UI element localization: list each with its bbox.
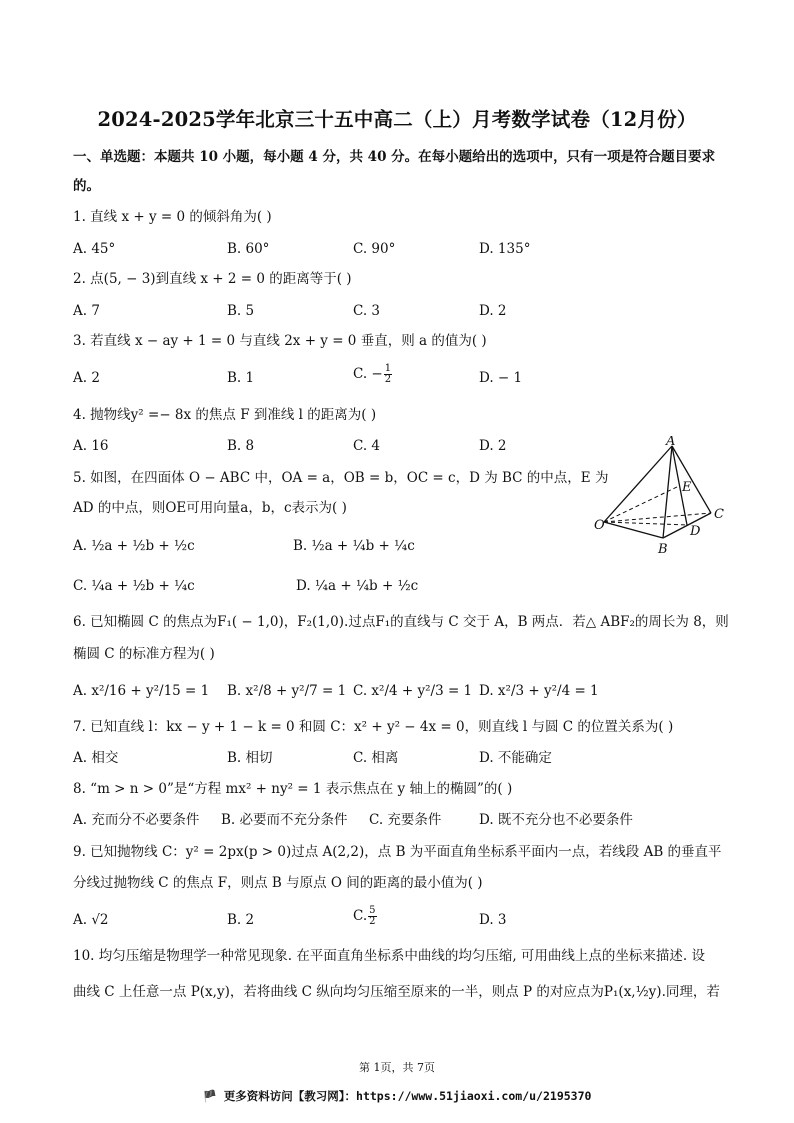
label-O: O [594, 518, 605, 533]
question-3-option-c-prefix: C. − [353, 366, 383, 382]
question-7-option-d: D. 不能确定 [479, 750, 552, 766]
question-7-option-b: B. 相切 [227, 750, 273, 766]
question-3-option-c [353, 364, 393, 385]
question-8-stem: 8. “m > n > 0”是“方程 mx² + ny² = 1 表示焦点在 y 轴上的椭圆”的( ) [73, 781, 513, 797]
question-7-stem: 7. 已知直线 l：kx − y + 1 − k = 0 和圆 C：x² + y² − 4x = 0，则直线 l 与圆 C 的位置关系为( ) [73, 719, 674, 735]
page-footer: 第 1页，共 7页 [359, 1061, 435, 1074]
question-4-stem: 4. 抛物线y² =− 8x 的焦点 F 到准线 l 的距离为( ) [73, 407, 377, 423]
question-1-option-d: D. 135° [479, 241, 531, 257]
edge-OB [604, 522, 663, 538]
question-9-option-d: D. 3 [479, 912, 507, 928]
question-3-option-d: D. − 1 [479, 370, 523, 386]
question-1-option-c: C. 90° [353, 241, 396, 257]
question-10-stem-line2: 曲线 C 上任意一点 P(x,y)，若将曲线 C 纵向均匀压缩至原来的一半，则点 P 的对应点为P₁(x,½y).同理，若 [73, 984, 720, 1000]
question-7-option-a: A. 相交 [73, 750, 119, 766]
question-1-option-b: B. 60° [227, 241, 270, 257]
label-B: B [658, 542, 668, 557]
label-D: D [690, 524, 701, 539]
question-2-option-a: A. 7 [73, 303, 100, 319]
question-9-option-a: A. √2 [73, 912, 109, 928]
question-2-option-b: B. 5 [227, 303, 255, 319]
question-10-stem-line1: 10. 均匀压缩是物理学一种常见现象. 在平面直角坐标系中曲线的均匀压缩, 可用曲线上点的坐标来描述. 设 [73, 948, 706, 964]
question-5-option-b: B. ½a + ¼b + ¼c [293, 538, 415, 554]
label-A: A [666, 436, 676, 449]
question-4-option-a: A. 16 [73, 438, 109, 454]
question-4-option-d: D. 2 [479, 438, 507, 454]
question-8-option-b: B. 必要而不充分条件 [221, 812, 348, 828]
tetrahedron-figure [594, 436, 734, 561]
question-5-stem-line2: AD 的中点，则OE可用向量a，b，c表示为( ) [73, 500, 347, 516]
question-6-option-a: A. x²/16 + y²/15 = 1 [73, 683, 210, 699]
page-title: 2024-2025学年北京三十五中高二（上）月考数学试卷（12月份） [97, 108, 697, 131]
question-4-option-b: B. 8 [227, 438, 255, 454]
question-3-stem: 3. 若直线 x − ay + 1 = 0 与直线 2x + y = 0 垂直，则 a 的值为( ) [73, 333, 487, 349]
question-9-option-c [353, 906, 378, 927]
resource-link[interactable]: 🏴 更多资料访问【教习网】：https://www.51jiaoxi.com/u/2195370 [202, 1089, 592, 1103]
question-5-option-a: A. ½a + ½b + ½c [73, 538, 195, 554]
question-6-stem-line1: 6. 已知椭圆 C 的焦点为F₁( − 1,0)，F₂(1,0).过点F₁的直线与 C 交于 A，B 两点．若△ ABF₂的周长为 8，则 [73, 614, 729, 630]
question-1-option-a: A. 45° [73, 241, 116, 257]
question-3-option-a: A. 2 [73, 370, 100, 386]
question-9-stem-line2: 分线过抛物线 C 的焦点 F，则点 B 与原点 O 间的距离的最小值为( ) [73, 875, 483, 891]
question-3-option-c-numerator: 1 [384, 363, 392, 374]
question-5-stem-line1: 5. 如图，在四面体 O − ABC 中，OA = a，OB = b，OC = c，D 为 BC 的中点，E 为 [73, 470, 609, 486]
segment-OD-dashed [604, 522, 687, 525]
edge-OA [604, 446, 672, 522]
question-8-option-a: A. 充而分不必要条件 [73, 812, 200, 828]
question-8-option-d: D. 既不充分也不必要条件 [479, 812, 633, 828]
question-3-option-b: B. 1 [227, 370, 255, 386]
question-3-option-c-denominator: 2 [384, 374, 392, 385]
question-9-stem-line1: 9. 已知抛物线 C：y² = 2px(p > 0)过点 A(2,2)，点 B 为平面直角坐标系平面内一点，若线段 AB 的垂直平 [73, 844, 722, 860]
question-2-option-c: C. 3 [353, 303, 381, 319]
label-C: C [714, 507, 724, 522]
question-5-option-d: D. ¼a + ¼b + ½c [296, 578, 419, 594]
section-heading-cont: 的。 [73, 178, 100, 194]
question-2-stem: 2. 点(5, − 3)到直线 x + 2 = 0 的距离等于( ) [73, 271, 352, 287]
question-7-option-c: C. 相离 [353, 750, 399, 766]
question-8-option-c: C. 充要条件 [369, 812, 442, 828]
question-5-option-c: C. ¼a + ½b + ¼c [73, 578, 195, 594]
question-1-stem: 1. 直线 x + y = 0 的倾斜角为( ) [73, 209, 272, 225]
question-6-stem-line2: 椭圆 C 的标准方程为( ) [73, 646, 215, 662]
question-2-option-d: D. 2 [479, 303, 507, 319]
question-9-option-b: B. 2 [227, 912, 255, 928]
question-9-option-c-prefix: C. [353, 908, 368, 924]
question-9-option-c-numerator: 5 [369, 905, 376, 916]
question-9-option-c-denominator: 2 [369, 916, 376, 927]
question-4-option-c: C. 4 [353, 438, 381, 454]
section-heading: 一、单选题：本题共 10 小题，每小题 4 分，共 40 分。在每小题给出的选项中，只有一项是符合题目要求 [73, 149, 716, 165]
question-6-option-c: C. x²/4 + y²/3 = 1 [353, 683, 473, 699]
question-6-option-d: D. x²/3 + y²/4 = 1 [479, 683, 599, 699]
question-6-option-b: B. x²/8 + y²/7 = 1 [227, 683, 347, 699]
label-E: E [682, 480, 692, 495]
